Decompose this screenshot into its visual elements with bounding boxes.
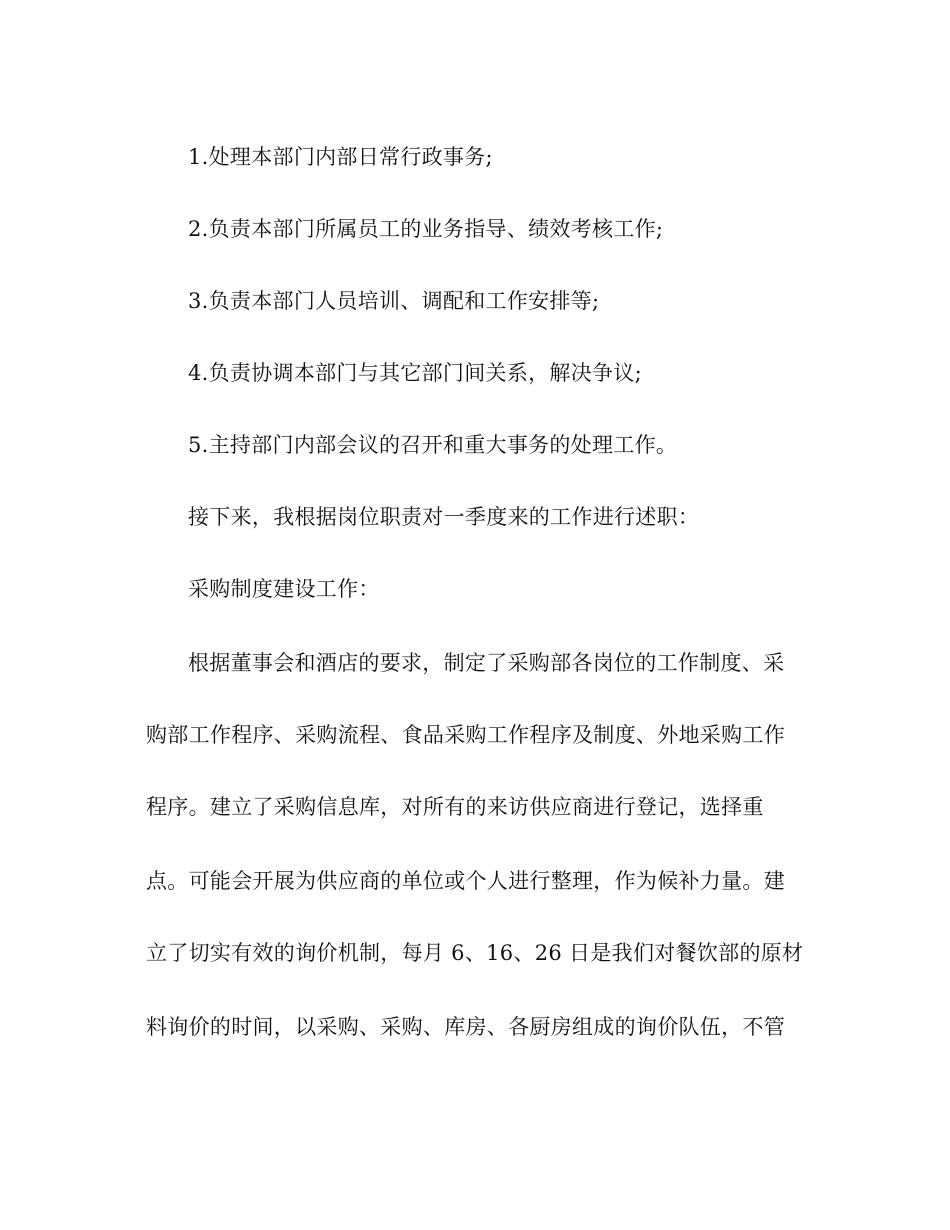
body-line-5: 立了切实有效的询价机制，每月 6、16、26 日是我们对餐饮部的原材 bbox=[146, 941, 804, 965]
body-line-1: 根据董事会和酒店的要求，制定了采购部各岗位的工作制度、采 bbox=[188, 651, 785, 675]
body-line-2: 购部工作程序、采购流程、食品采购工作程序及制度、外地采购工作 bbox=[146, 723, 785, 747]
duty-item-2: 2.负责本部门所属员工的业务指导、绩效考核工作; bbox=[188, 217, 664, 241]
section-heading: 采购制度建设工作： bbox=[188, 577, 380, 601]
duty-item-1: 1.处理本部门内部日常行政事务; bbox=[188, 145, 493, 169]
body-line-4: 点。可能会开展为供应商的单位或个人进行整理，作为候补力量。建 bbox=[146, 869, 785, 893]
duty-item-4: 4.负责协调本部门与其它部门间关系，解决争议; bbox=[188, 361, 643, 385]
duty-item-5: 5.主持部门内部会议的召开和重大事务的处理工作。 bbox=[188, 433, 678, 457]
body-line-6: 料询价的时间，以采购、采购、库房、各厨房组成的询价队伍，不管 bbox=[146, 1015, 785, 1039]
duty-item-3: 3.负责本部门人员培训、调配和工作安排等; bbox=[188, 289, 600, 313]
body-line-3: 程序。建立了采购信息库，对所有的来访供应商进行登记，选择重 bbox=[146, 795, 764, 819]
intro-paragraph: 接下来，我根据岗位职责对一季度来的工作进行述职： bbox=[188, 505, 700, 529]
